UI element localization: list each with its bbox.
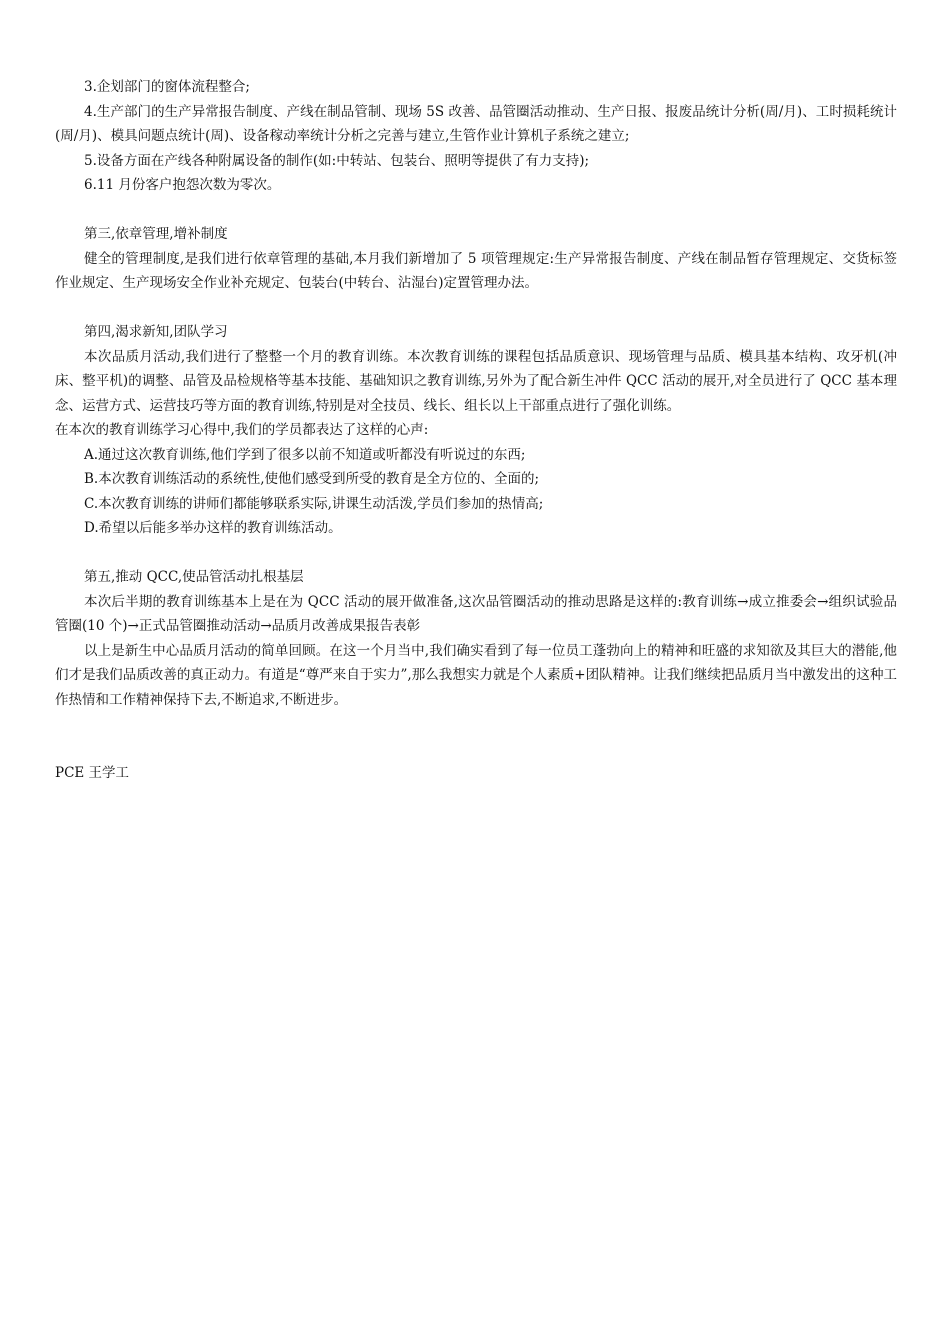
paragraph-item-4: 4.生产部门的生产异常报告制度、产线在制品管制、现场 5S 改善、品管圈活动推动、生产日报、报废品统计分析(周/月)、工时损耗统计(周/月)、模具问题点统计(周)、设备稼动率统计分析之完善与建立,生管作业计算机子系统之建立; <box>55 103 897 144</box>
paragraph-item-5: 5.设备方面在产线各种附属设备的制作(如:中转站、包装台、照明等提供了有力支持); <box>84 152 590 169</box>
spacer <box>55 541 897 566</box>
spacer <box>55 712 897 761</box>
paragraph-feedback-intro: 在本次的教育训练学习心得中,我们的学员都表达了这样的心声: <box>55 422 429 438</box>
paragraph-rules: 健全的管理制度,是我们进行依章管理的基础,本月我们新增加了 5 项管理规定:生产异常报告制度、产线在制品暂存管理规定、交货标签作业规定、生产现场安全作业补充规定、包装台(中转台、沾湿台)定置管理办法。 <box>55 250 897 291</box>
paragraph-training: 本次品质月活动,我们进行了整整一个月的教育训练。本次教育训练的课程包括品质意识、现场管理与品质、模具基本结构、攻牙机(冲床、整平机)的调整、品管及品检规格等基本技能、基础知识之教育训练,另外为了配合新生冲件 QCC 活动的展开,对全员进行了 QCC 基本理念、运营方式、运营技巧等方面的教育训练,特别是对全技员、线长、组长以上干部重点进行了强化训练。 <box>55 348 897 414</box>
paragraph-item-6: 6.11 月份客户抱怨次数为零次。 <box>84 177 281 193</box>
feedback-item-c: C.本次教育训练的讲师们都能够联系实际,讲课生动活泼,学员们参加的热情高; <box>84 495 544 512</box>
spacer <box>55 296 897 321</box>
paragraph-summary: 以上是新生中心品质月活动的简单回顾。在这一个月当中,我们确实看到了每一位员工蓬勃向上的精神和旺盛的求知欲及其巨大的潜能,他们才是我们品质改善的真正动力。有道是“尊严来自于实力”,那么我想实力就是个人素质+团队精神。让我们继续把品质月当中激发出的这种工作热情和工作精神保持下去,不断追求,不断进步。 <box>55 642 897 708</box>
signature: PCE 王学工 <box>55 765 130 781</box>
feedback-item-b: B.本次教育训练活动的系统性,使他们感受到所受的教育是全方位的、全面的; <box>84 471 540 487</box>
section-heading-3: 第三,依章管理,增补制度 <box>84 226 228 242</box>
paragraph-qcc: 本次后半期的教育训练基本上是在为 QCC 活动的展开做准备,这次品管圈活动的推动思路是这样的:教育训练→成立推委会→组织试验品管圈(10 个)→正式品管圈推动活动→品质月改善成果报告表彰 <box>55 593 897 634</box>
section-heading-5: 第五,推动 QCC,使品管活动扎根基层 <box>84 569 304 585</box>
paragraph-item-3: 3.企划部门的窗体流程整合; <box>84 79 250 95</box>
document-body <box>55 75 897 786</box>
feedback-item-a: A.通过这次教育训练,他们学到了很多以前不知道或听都没有听说过的东西; <box>84 446 526 463</box>
section-heading-4: 第四,渴求新知,团队学习 <box>84 324 228 340</box>
spacer <box>55 198 897 223</box>
feedback-item-d: D.希望以后能多举办这样的教育训练活动。 <box>84 520 342 536</box>
